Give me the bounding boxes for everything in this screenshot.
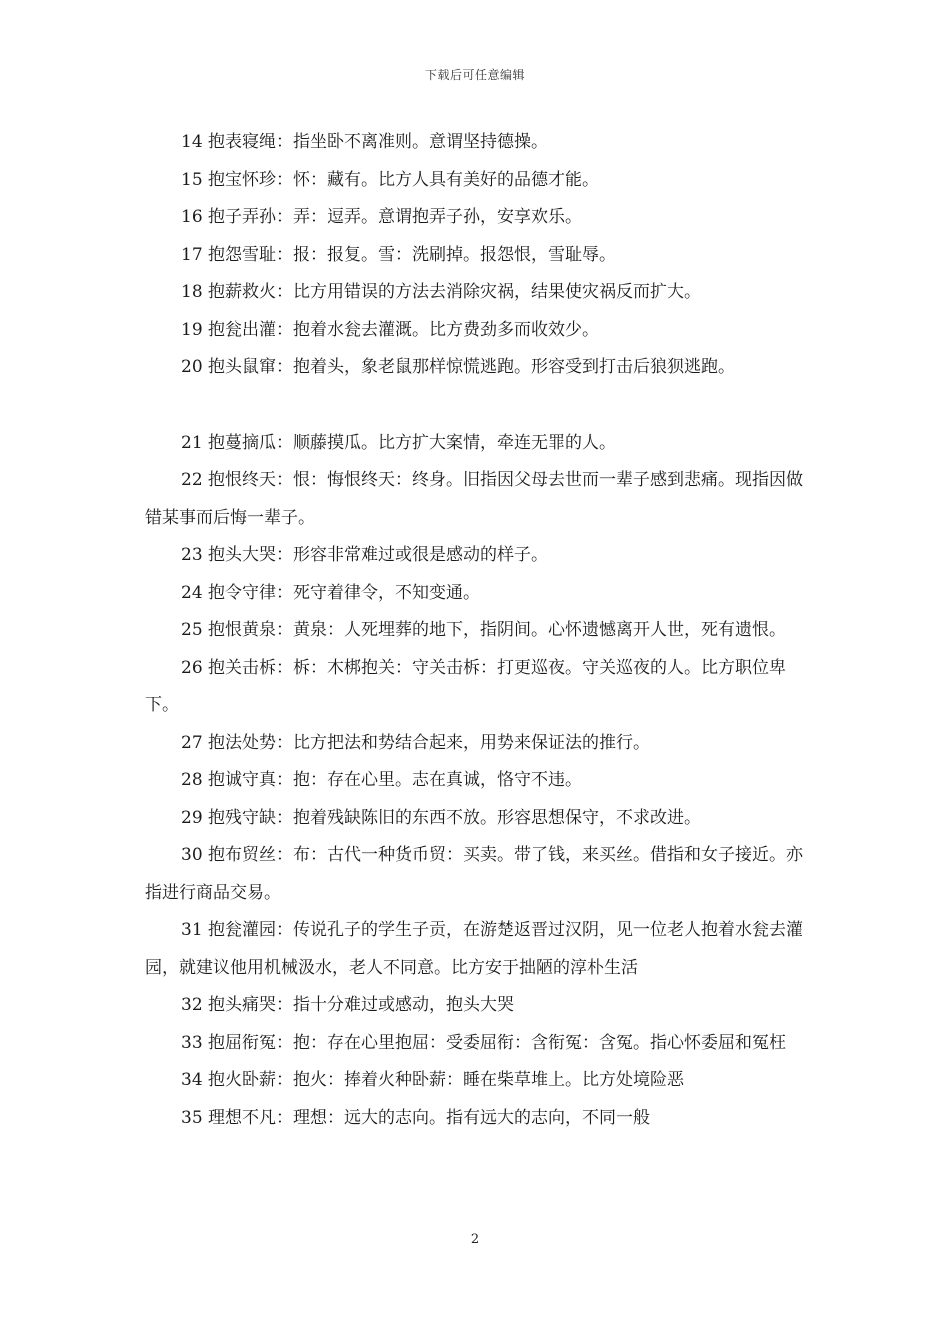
idiom-entry: 20 抱头鼠窜：抱着头，象老鼠那样惊慌逃跑。形容受到打击后狼狈逃跑。 (181, 357, 736, 377)
idiom-entry: 33 抱屈衔冤：抱：存在心里抱屈：受委屈衔：含衔冤：含冤。指心怀委屈和冤枉 (181, 1032, 787, 1053)
idiom-entry: 28 抱诚守真：抱：存在心里。志在真诚，恪守不违。 (181, 770, 583, 790)
idiom-entry: 19 抱瓮出灌：抱着水瓮去灌溉。比方费劲多而收效少。 (181, 319, 600, 340)
idiom-entry: 27 抱法处势：比方把法和势结合起来，用势来保证法的推行。 (181, 732, 651, 753)
page-number: 2 (470, 1232, 480, 1247)
idiom-entry: 25 抱恨黄泉：黄泉：人死埋葬的地下，指阴间。心怀遗憾离开人世，死有遗恨。 (181, 620, 787, 640)
entry-list-group-2 (145, 425, 807, 1138)
document-body (145, 124, 807, 1137)
entry-list-group-1 (145, 124, 807, 387)
idiom-entry: 16 抱子弄孙：弄：逗弄。意谓抱弄子孙，安享欢乐。 (181, 207, 583, 227)
idiom-entry: 29 抱残守缺：抱着残缺陈旧的东西不放。形容思想保守，不求改进。 (181, 807, 702, 828)
idiom-entry: 21 抱蔓摘瓜：顺藤摸瓜。比方扩大案情，牵连无罪的人。 (181, 432, 617, 453)
page-header: 下载后可任意编辑 (424, 68, 525, 82)
idiom-entry: 30 抱布贸丝：布：古代一种货币贸：买卖。带了钱，来买丝。借指和女子接近。亦指进行商品交易。 (145, 845, 804, 903)
idiom-entry: 32 抱头痛哭：指十分难过或感动，抱头大哭 (181, 995, 515, 1015)
idiom-entry: 34 抱火卧薪：抱火：捧着火种卧薪：睡在柴草堆上。比方处境险恶 (181, 1070, 685, 1090)
idiom-entry: 14 抱表寝绳：指坐卧不离准则。意谓坚持德操。 (181, 132, 549, 152)
idiom-entry: 31 抱瓮灌园：传说孔子的学生子贡，在游楚返晋过汉阴，见一位老人抱着水瓮去灌园，就建议他用机械汲水，老人不同意。比方安于拙陋的淳朴生活 (145, 920, 804, 978)
paragraph-gap (145, 387, 807, 425)
idiom-entry: 23 抱头大哭：形容非常难过或很是感动的样子。 (181, 545, 549, 565)
idiom-entry: 15 抱宝怀珍：怀：藏有。比方人具有美好的品德才能。 (181, 169, 600, 190)
idiom-entry: 26 抱关击柝：柝：木梆抱关：守关击柝：打更巡夜。守关巡夜的人。比方职位卑下。 (145, 657, 787, 715)
idiom-entry: 17 抱怨雪耻：报：报复。雪：洗刷掉。报怨恨，雪耻辱。 (181, 244, 617, 265)
idiom-entry: 24 抱令守律：死守着律令，不知变通。 (181, 582, 481, 603)
idiom-entry: 35 理想不凡：理想：远大的志向。指有远大的志向，不同一般 (181, 1107, 651, 1128)
idiom-entry: 18 抱薪救火：比方用错误的方法去消除灾祸，结果使灾祸反而扩大。 (181, 282, 702, 302)
idiom-entry: 22 抱恨终天：恨：悔恨终天：终身。旧指因父母去世而一辈子感到悲痛。现指因做错某事而后悔一辈子。 (145, 470, 804, 528)
